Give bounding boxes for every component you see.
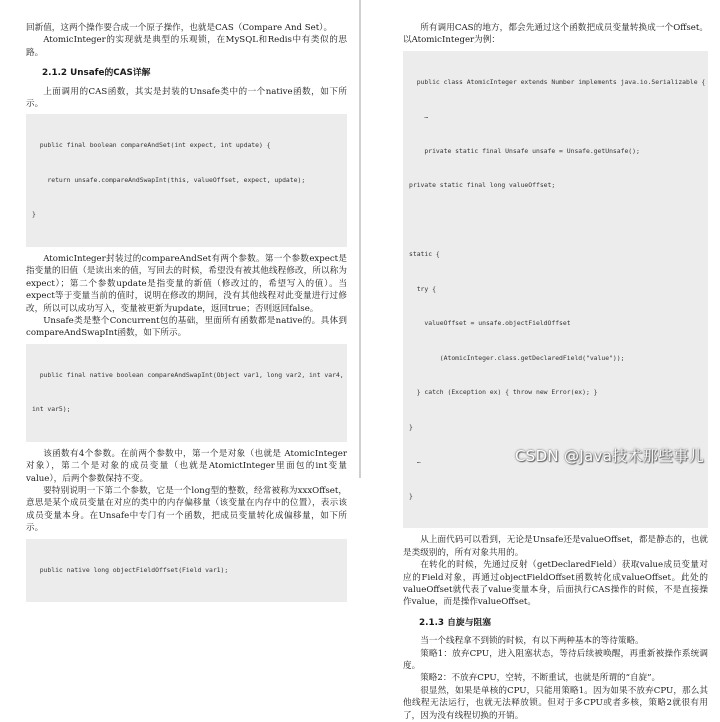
code-line: }	[409, 422, 413, 431]
section-heading: 2.1.3 自旋与阻塞	[419, 617, 492, 628]
paragraph: 所有调用CAS的地方，都会先通过这个函数把成员变量转换成一个Offset。以AtomicInteger为例：	[403, 23, 708, 46]
left-page	[0, 0, 359, 574]
paragraph: 策略1：放弃CPU，进入阻塞状态，等待后续被唤醒，再重新被操作系统调度。	[403, 648, 708, 671]
code-line: public final boolean compareAndSet(int expect, int update) {	[32, 141, 271, 150]
csdn-watermark: CSDN @Java技术那些事儿	[514, 447, 704, 465]
code-line: valueOffset = unsafe.objectFieldOffset	[409, 319, 571, 328]
paragraph: 回新值，这两个操作要合成一个原子操作，也就是CAS（Compare And Set）。	[26, 23, 333, 33]
code-line: }	[409, 491, 413, 500]
code-line: public final native boolean compareAndSwapInt(Object var1, long var2, int var4,	[32, 370, 344, 379]
code-block	[26, 344, 347, 442]
code-line: public class AtomicInteger extends Number implements java.io.Serializable {	[409, 77, 706, 86]
code-line: return unsafe.compareAndSwapInt(this, valueOffset, expect, update);	[32, 175, 306, 184]
code-block	[26, 114, 347, 247]
paragraph: 在转化的时候，先通过反射（getDeclaredField）获取value成员变量对应的Field对象，再通过objectFieldOffset函数转化成valueOffset。此处的valueOffset就代表了value变量本身，后面执行CAS操作的时候，不是直接操作value，而是操作valueOffset。	[403, 560, 708, 608]
paragraph: 上面调用的CAS函数，其实是封装的Unsafe类中的一个native函数，如下所示。	[26, 86, 347, 110]
code-line: int var5);	[32, 405, 71, 414]
code-line: …	[409, 457, 421, 466]
paragraph: 当一个线程拿不到锁的时候，有以下两种基本的等待策略。	[420, 636, 644, 647]
section-heading: 2.1.2 Unsafe的CAS详解	[42, 68, 151, 79]
code-line: public native long objectFieldOffset(Field var1);	[32, 565, 229, 574]
code-line: try {	[409, 284, 436, 293]
paragraph: 很显然，如果是单核的CPU，只能用策略1。因为如果不放弃CPU，那么其他线程无法运行，也就无法释放锁。但对于多CPU或者多核，策略2就很有用了，因为没有线程切换的开销。	[403, 685, 708, 721]
paragraph: 该函数有4个参数。在前两个参数中，第一个是对象（也就是 AtomicInteger 对象），第二个是对象的成员变量（也就是AtomictInteger里面包的int变量value），后两个参数保持不变。	[26, 448, 347, 484]
code-line: }	[32, 210, 36, 219]
code-line: } catch (Exception ex) { throw new Error(ex); }	[409, 388, 598, 397]
paragraph: 要特别说明一下第二个参数，它是一个long型的整数，经常被称为xxxOffset，意思是某个成员变量在对应的类中的内存偏移量（该变量在内存中的位置），表示该成员变量本身。在Unsafe中专门有一个函数，把成员变量转化成偏移量，如下所示。	[26, 486, 347, 534]
code-line: private static final long valueOffset;	[409, 181, 556, 190]
paragraph: 策略2：不放弃CPU，空转，不断重试，也就是所谓的“自旋”。	[420, 673, 661, 684]
paragraph: AtomicInteger的实现就是典型的乐观锁，在MySQL和Redis中有类似的思路。	[26, 35, 347, 58]
code-line: static {	[409, 250, 440, 259]
paragraph: AtomicInteger封装过的compareAndSet有两个参数。第一个参数expect是指变量的旧值（是读出来的值，写回去的时候，希望没有被其他线程修改，所以称为expect）；第二个参数update是指变量的新值（修改过的，希望写入的值）。当expect等于变量当前的值时，说明在修改的期间，没有其他线程对此变量进行过修改，所以可以成功写入，变量被更新为update，返回true；否则返回false。	[26, 253, 347, 314]
code-line	[409, 215, 702, 227]
code-line: private static final Unsafe unsafe = Unsafe.getUnsafe();	[409, 146, 640, 155]
paragraph: Unsafe类是整个Concurrent包的基础，里面所有函数都是native的。具体到compareAndSwapInt函数，如下所示。	[26, 315, 347, 339]
code-line: …	[409, 112, 429, 121]
right-page	[361, 0, 720, 721]
code-line: (AtomicInteger.class.getDeclaredField("value"));	[409, 353, 625, 362]
code-block	[26, 539, 347, 603]
paragraph: 从上面代码可以看到，无论是Unsafe还是valueOffset，都是静态的，也就是类级别的，所有对象共用的。	[403, 535, 708, 558]
